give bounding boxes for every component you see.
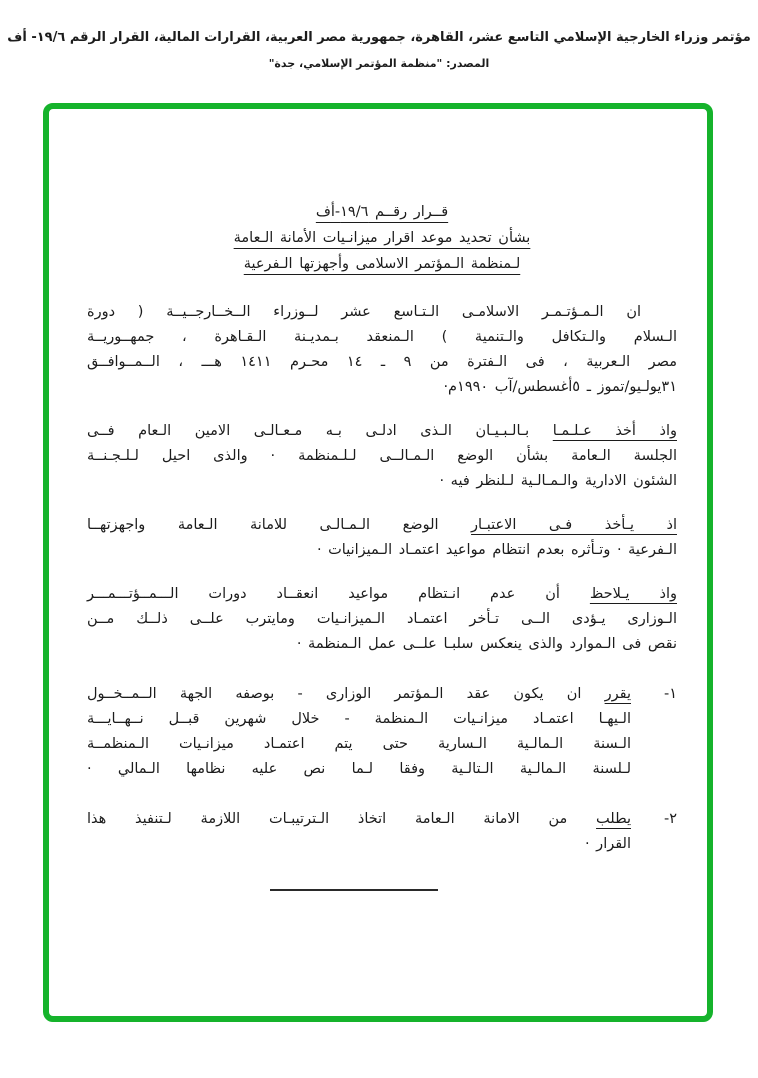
line-text: أن عدم انـتظام مواعيد انعقــاد دورات الـــمــؤتـــمـــر [87,586,590,602]
item-text [87,682,631,782]
paragraph [87,513,677,563]
underlined-phrase: واذ يـلاحظ [589,586,677,602]
text-line [87,582,677,607]
title-line [87,251,677,277]
line-text: الـوزارى يـؤدى الــى تـأخر اعتمـاد الـميزانـيات ومايترب علــى ذلــك مــن [87,611,677,627]
title-line-text: لـمنظمة الـمؤتمر الاسلامى وأجهزتها الـفرعية [243,256,521,272]
underlined-phrase: يطلب [596,811,631,827]
underlined-phrase: يقرر [604,686,631,702]
line-text: نقص فى الـموارد والذى ينعكس سلبـا علــى عمل الـمنظمة · [296,636,677,652]
document-body [87,300,677,891]
text-line [87,419,677,444]
line-text: الشئون الادارية والـمـالـية لـلنظر فيه · [439,473,677,489]
paragraph [87,582,677,657]
green-frame [43,103,713,1022]
paragraph [87,419,677,494]
line-text: الوضع الـمـالـى للامانة الـعامة واجهزتهــا [87,517,472,533]
line-text: الـسلام والـتكافل والـتنمية ) الـمنعقد بـمديـنة الـقـاهرة ، جمهــوريــة [87,329,677,345]
text-line [87,469,677,494]
text-line [87,732,631,757]
line-text: ان الـمـؤتـمـر الاسلامـى الـتـاسع عشر لــوزراء الــخــارجــيــة ( دورة [87,304,641,320]
line-text: القرار · [584,836,631,852]
line-text: ٣١يولـيو/تموز ـ ٥أغسطس/آب ١٩٩٠م· [443,379,677,395]
text-line [87,325,677,350]
text-line [87,807,631,832]
numbered-item [87,807,677,857]
text-line [87,607,677,632]
line-text: الـفرعية · وتـأثره بعدم انتظام مواعيد اعتمـاد الـميزانيات · [316,542,677,558]
line-text: ان يكون عقد الـمؤتمر الوزارى - بوصفه الجهة الــمــخــول [87,686,605,702]
header-citation: مؤتمر وزراء الخارجية الإسلامي التاسع عشر، القاهرة، جمهورية مصر العربية، القرارات المالية، القرار الرقم ١٩/٦- أف [7,30,751,45]
header-source: المصدر: "منظمة المؤتمر الإسلامي، جدة" [268,57,490,70]
text-line [87,513,677,538]
document-content [49,109,707,1016]
text-line [87,300,677,325]
line-text: من الامانة الـعامة اتخاذ الـترتيبـات اللازمة لـتنفيذ هذا [87,811,597,827]
line-text: بـالـبـيـان الـذى ادلـى بـه مـعـالـى الامين الـعام فــى [87,423,553,439]
text-line [87,632,677,657]
text-line [87,707,631,732]
line-text: مصر الـعربية ، فى الـفترة من ٩ ـ ١٤ محـرم ١٤١١ هـــ ، الــمــوافــق [87,354,677,370]
document-header [0,30,758,70]
title-line-text: بشأن تحديد موعد اقرار ميزانـيات الأمانة الـعامة [233,230,531,246]
signature-rule [270,889,438,891]
item-number: ٢- [663,811,677,827]
text-line [87,832,631,857]
text-line [87,538,677,563]
item-number: ١- [663,686,677,702]
numbered-item [87,682,677,782]
title-line [87,225,677,251]
text-line [87,350,677,375]
item-text [87,807,631,857]
resolution-title [87,199,677,277]
text-line [87,444,677,469]
line-text: لـلسنة الـمالـية الـتالـية وفقا لـما نص عليه نظامها الـمالي · [87,761,631,777]
text-line [87,757,631,782]
underlined-phrase: واذ أخذ عـلـمـا [552,423,677,439]
line-text: الـيهـا اعتمـاد ميزانـيات الـمنظمة - خلال شهرين قبــل نــهــايـــة [87,711,631,727]
paragraph [87,300,677,400]
underlined-phrase: اذ يـأخذ فـى الاعتبـار [471,517,677,533]
line-text: الجلسة الـعامة بشأن الوضع الـمـالــى لـلـمنظمة · والذى احيل لـلـجـنــة [87,448,677,464]
title-line-text: قــرار رقــم ١٩/٦-أف [315,204,449,220]
title-line [87,199,677,225]
line-text: الـسنة الـمالـية الـسارية حتى يتم اعتمـاد ميزانـيات الـمنظمــة [87,736,631,752]
text-line [87,375,677,400]
text-line [87,682,631,707]
